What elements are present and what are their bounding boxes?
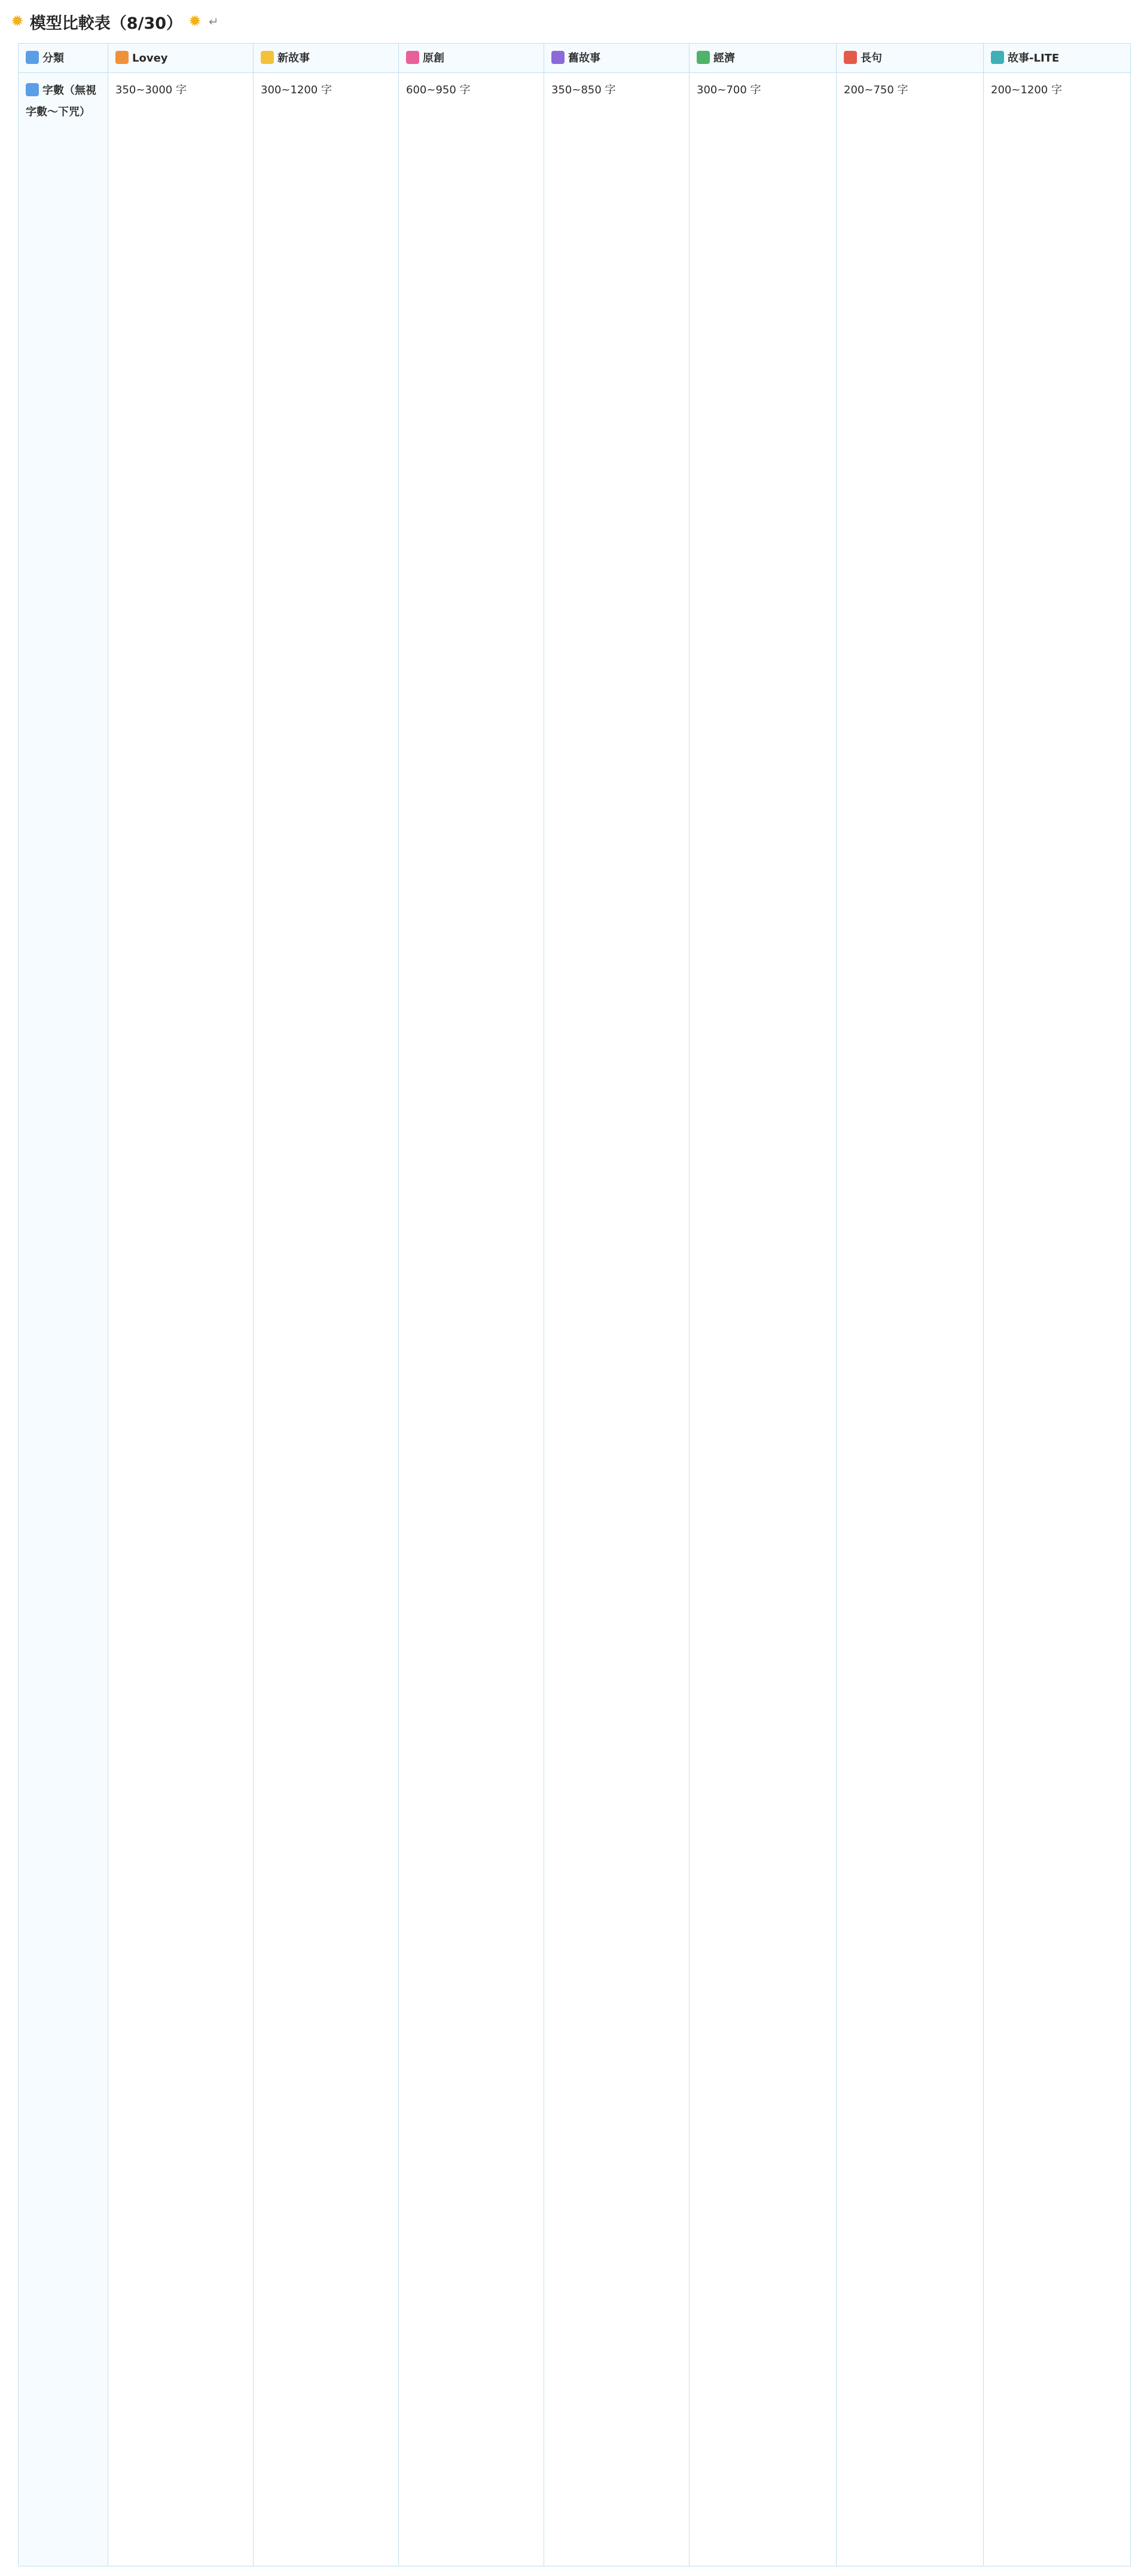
cell-line: 350~850 字 — [551, 84, 616, 96]
table-cell — [837, 73, 984, 2566]
column-header-label: 故事-LITE — [1008, 52, 1060, 65]
heart-icon — [115, 51, 129, 64]
document-title — [11, 4, 219, 39]
table-row — [19, 73, 1131, 2566]
column-header — [837, 44, 984, 73]
table-header — [19, 44, 1131, 73]
table-cell — [984, 73, 1131, 2566]
sun-icon: ✹ — [11, 13, 24, 30]
column-header — [19, 44, 108, 73]
column-header-label: 新故事 — [277, 52, 310, 65]
column-header-label: 舊故事 — [568, 52, 600, 65]
table-cell — [544, 73, 690, 2566]
row-header-label: 字數（無視字數～下咒） — [26, 84, 96, 118]
sparkle-icon — [261, 51, 274, 64]
column-header — [984, 44, 1131, 73]
paragraph-mark-icon: ↵ — [208, 14, 219, 29]
book-icon — [551, 51, 565, 64]
comparison-table-container — [18, 43, 1130, 2566]
page-title: 模型比較表（8/30） — [29, 14, 183, 33]
book-icon — [406, 51, 419, 64]
cell-line: 200~1200 字 — [991, 84, 1062, 96]
story-icon — [991, 51, 1004, 64]
table-cell — [399, 73, 544, 2566]
cell-line: 200~750 字 — [844, 84, 908, 96]
row-header — [19, 73, 108, 2566]
category-icon — [26, 83, 39, 96]
comparison-table — [18, 43, 1131, 2566]
column-header-label: 經濟 — [713, 52, 735, 65]
column-header-label: 原創 — [423, 52, 444, 65]
cell-line: 350~3000 字 — [115, 84, 187, 96]
cell-line: 300~1200 字 — [261, 84, 332, 96]
money-icon — [697, 51, 710, 64]
column-header — [690, 44, 837, 73]
table-cell — [254, 73, 399, 2566]
column-header-label: 分類 — [42, 52, 64, 65]
column-header — [399, 44, 544, 73]
column-header — [108, 44, 254, 73]
table-cell — [108, 73, 254, 2566]
column-header — [544, 44, 690, 73]
column-header-label: 長句 — [861, 52, 882, 65]
cell-line: 600~950 字 — [406, 84, 471, 96]
table-cell — [690, 73, 837, 2566]
book-icon — [844, 51, 857, 64]
column-header — [254, 44, 399, 73]
sun-icon: ✹ — [188, 13, 202, 30]
table-body — [19, 73, 1131, 2566]
column-header-label: Lovey — [132, 52, 168, 65]
cell-line: 300~700 字 — [697, 84, 761, 96]
pencil-icon — [26, 51, 39, 64]
